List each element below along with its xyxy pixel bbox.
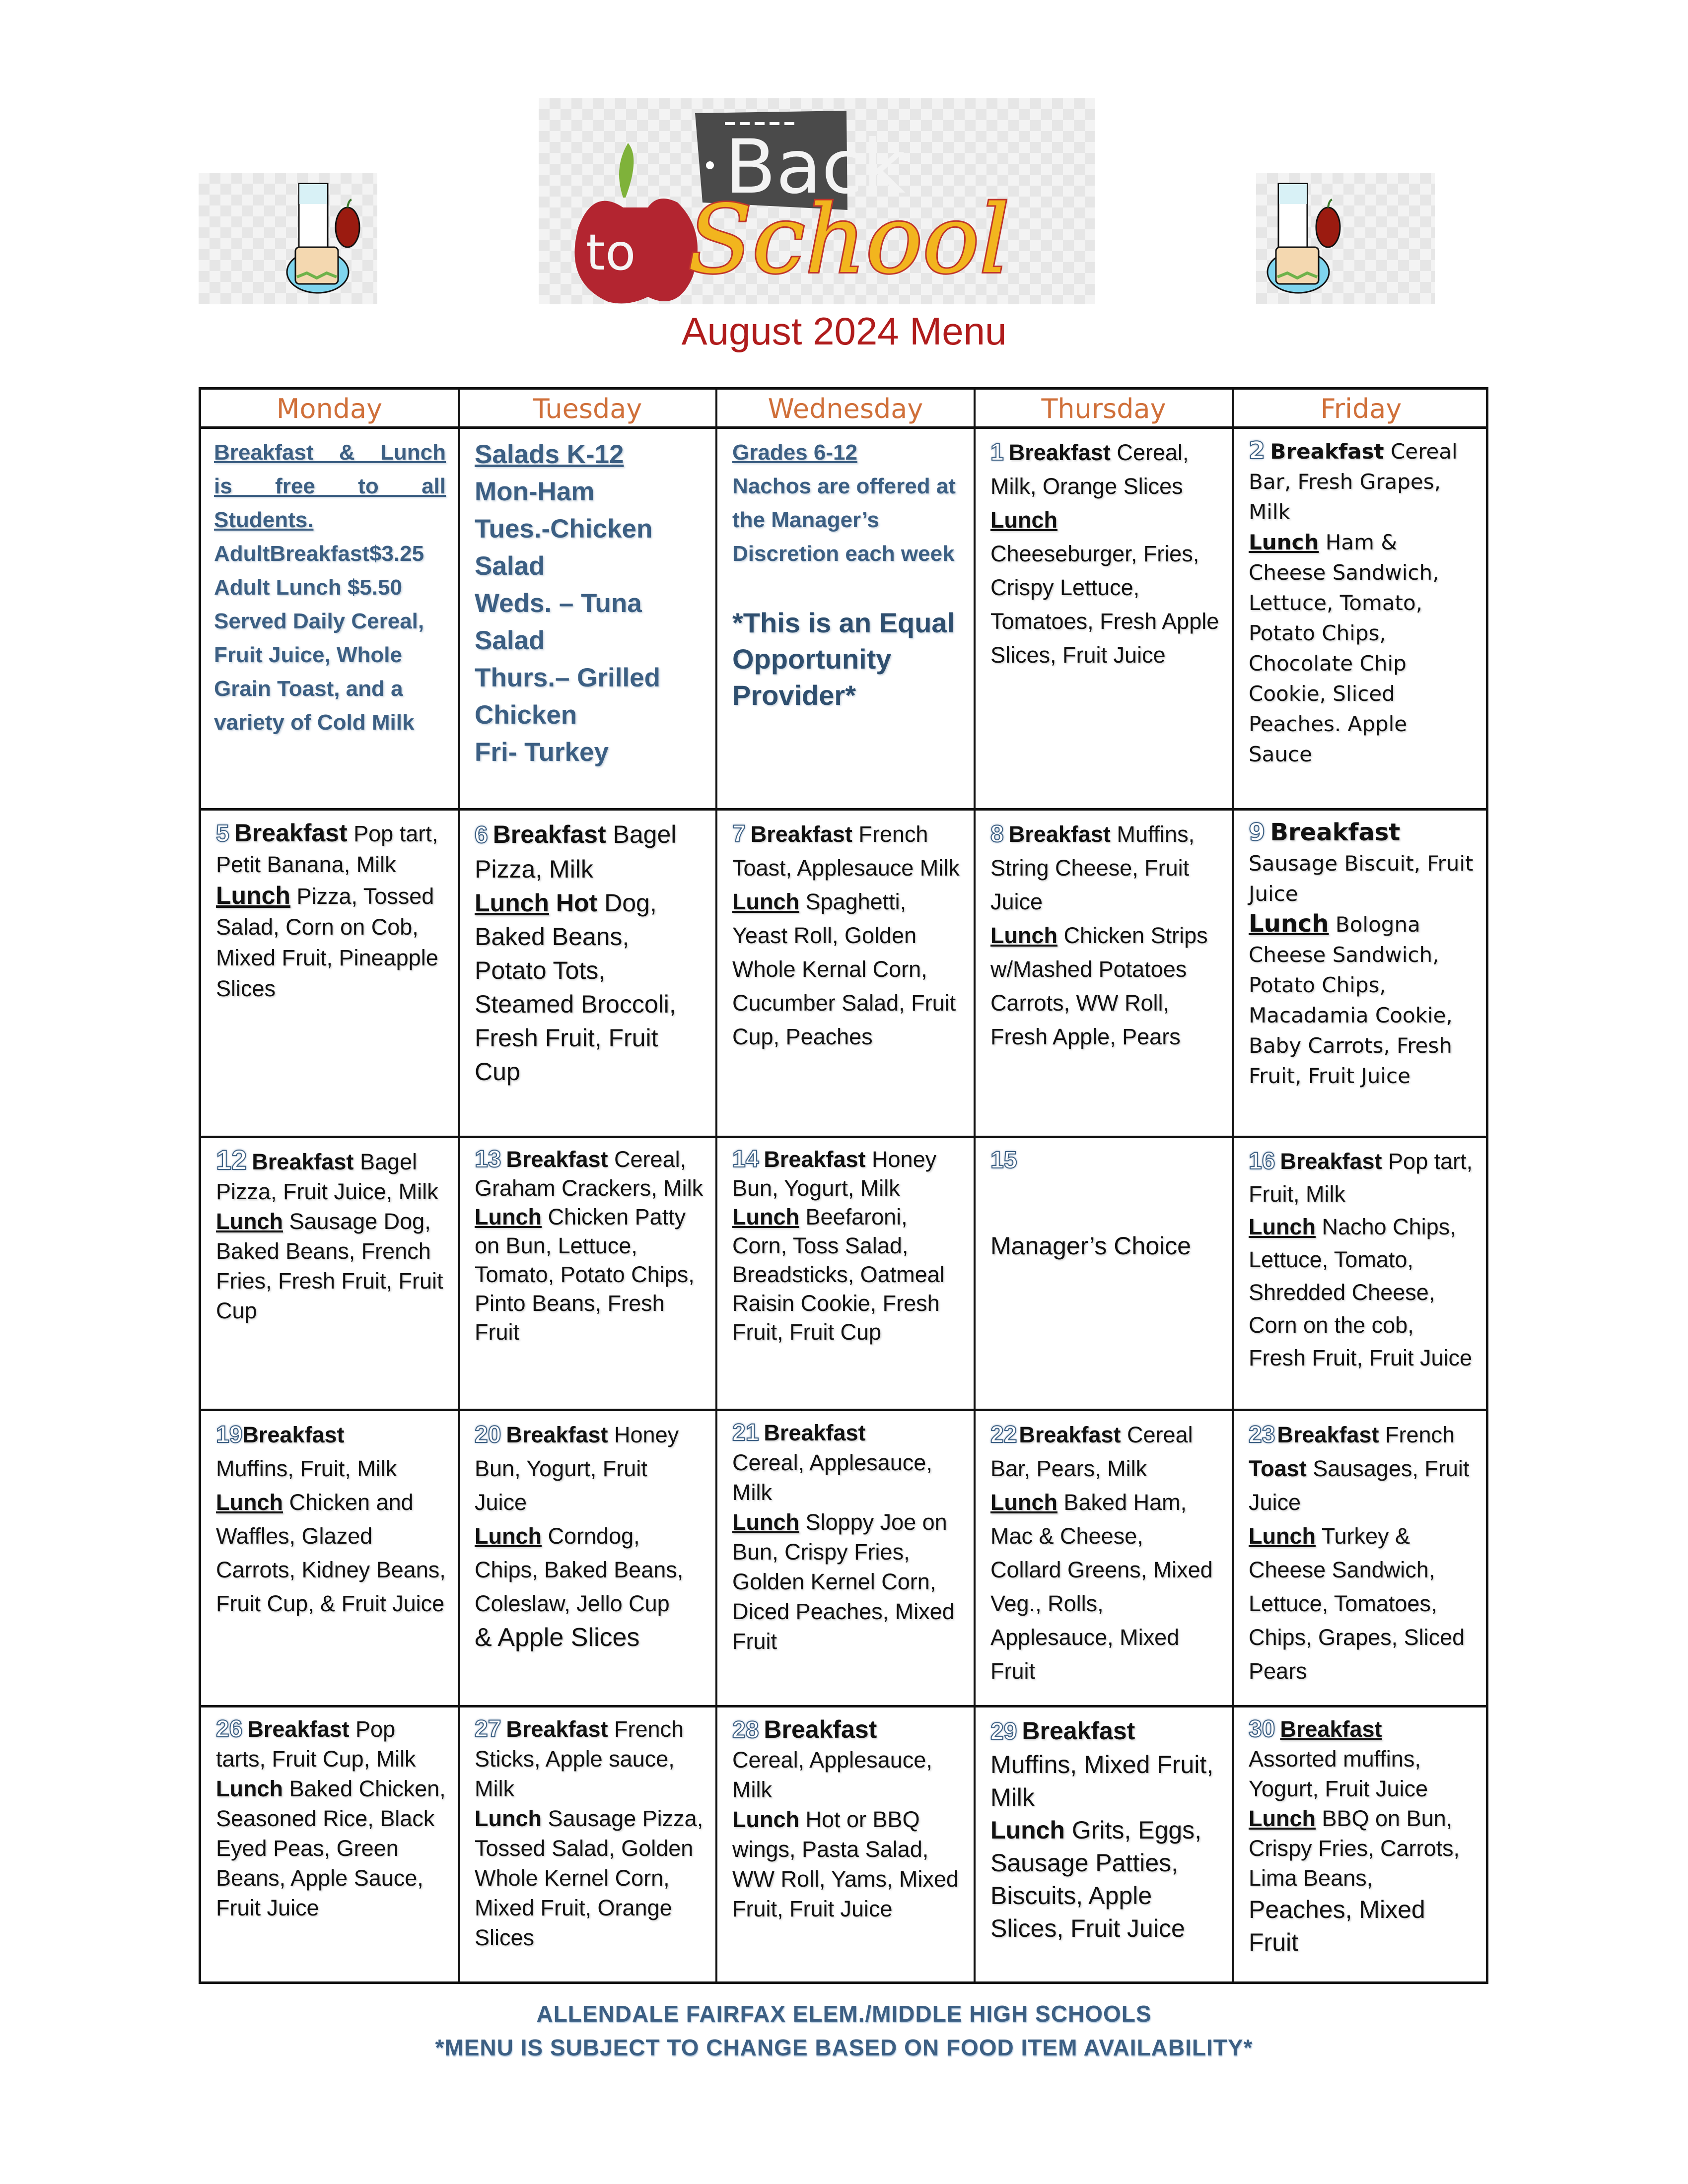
grades-heading: Grades 6-12 xyxy=(732,440,857,465)
salad-line: Mon-Ham xyxy=(475,477,595,506)
day-cell-26 xyxy=(201,1707,458,1984)
date-number: 16 xyxy=(1249,1148,1275,1174)
date-number: 7 xyxy=(732,821,746,847)
free-meals-line: is free to all xyxy=(214,474,446,498)
lunch-items: Baked Chicken, Seasoned Rice, Black Eyed Peas, Green Beans, Apple Sauce, Fruit Juice xyxy=(216,1776,446,1920)
breakfast-items: Pop tarts, Fruit Cup, Milk xyxy=(216,1716,416,1772)
breakfast-items: Honey Bun, Yogurt, Fruit Juice xyxy=(475,1422,679,1515)
lunch-label: Lunch xyxy=(990,1490,1057,1515)
logo-to-text: to xyxy=(586,223,636,281)
lunch-label: Lunch xyxy=(1249,530,1319,554)
salad-line: Tues.-Chicken Salad xyxy=(475,514,653,581)
lunch-label: Lunch xyxy=(475,1806,542,1831)
breakfast-items: Pop tart, Petit Banana, Milk xyxy=(216,821,438,877)
day-cell-8 xyxy=(976,811,1232,1136)
lunch-items: Cheeseburger, Fries, Crispy Lettuce, Tomatoes, Fresh Apple Slices, Fruit Juice xyxy=(990,541,1219,668)
page-title: August 2024 Menu xyxy=(681,309,1007,353)
breakfast-items: French Toast, Applesauce Milk xyxy=(732,821,960,881)
breakfast-label: Breakfast xyxy=(1270,439,1384,464)
day-cell-9 xyxy=(1234,811,1488,1136)
breakfast-label: Breakfast xyxy=(1008,440,1111,465)
breakfast-items: Cereal, Applesauce, Milk xyxy=(732,1747,932,1802)
lunch-items: Beefaroni, Corn, Toss Salad, Breadsticks, Oatmeal Raisin Cookie, Fresh Fruit, Fruit Cup xyxy=(732,1204,945,1345)
lunch-items: Chicken Patty on Bun, Lettuce, Tomato, Potato Chips, Pinto Beans, Fresh Fruit xyxy=(475,1204,695,1345)
lunch-label: Lunch xyxy=(475,1523,542,1549)
lunch-label: Lunch xyxy=(732,1204,799,1229)
served-daily-note: Served Daily Cereal, Fruit Juice, Whole Grain Toast, and a variety of Cold Milk xyxy=(214,609,424,735)
date-number: 6 xyxy=(475,822,488,848)
breakfast-label: Breakfast xyxy=(1008,821,1111,847)
breakfast-label: Breakfast xyxy=(764,1715,877,1743)
breakfast-label: Breakfast xyxy=(492,820,606,848)
lunch-label: Lunch xyxy=(216,882,290,909)
lunch-bold-item: Hot xyxy=(556,889,598,917)
breakfast-label: Breakfast xyxy=(242,1422,345,1447)
lunch-clipart-left xyxy=(199,173,377,304)
breakfast-label: Breakfast xyxy=(1019,1422,1121,1447)
school-name-footer: ALLENDALE FAIRFAX ELEM./MIDDLE HIGH SCHOOLS xyxy=(536,2001,1152,2027)
adult-breakfast-price: AdultBreakfast$3.25 xyxy=(214,542,424,566)
lunch-items: Corndog, Chips, Baked Beans, Coleslaw, Jello Cup xyxy=(475,1523,684,1616)
intro-tuesday-cell xyxy=(460,429,715,808)
lunch-items: Dog, Baked Beans, Potato Tots, Steamed Broccoli, Fresh Fruit, Fruit Cup xyxy=(475,889,676,1086)
day-cell-16 xyxy=(1234,1138,1488,1409)
breakfast-label: Breakfast xyxy=(764,1147,866,1172)
breakfast-label: Breakfast xyxy=(506,1147,608,1172)
milk-sandwich-apple-icon xyxy=(199,173,377,304)
day-cell-12 xyxy=(201,1138,458,1409)
day-cell-28 xyxy=(717,1707,974,1984)
lunch-items: Pizza, Tossed Salad, Corn on Cob, Mixed Fruit, Pineapple Slices xyxy=(216,884,438,1001)
day-header-wednesday: Wednesday xyxy=(768,393,923,424)
day-cell-14 xyxy=(717,1138,974,1409)
date-number: 15 xyxy=(990,1147,1017,1173)
back-to-school-logo xyxy=(539,98,1095,304)
lunch-label: Lunch xyxy=(732,1807,799,1832)
lunch-items: Ham & Cheese Sandwich, Lettuce, Tomato, Potato Chips, Chocolate Chip Cookie, Sliced Peaches. Apple Sauce xyxy=(1249,530,1439,766)
date-number: 13 xyxy=(475,1146,501,1172)
free-meals-line: Breakfast & Lunch xyxy=(214,440,446,465)
lunch-items: Baked Ham, Mac & Cheese, Collard Greens, Mixed Veg., Rolls, Applesauce, Mixed Fruit xyxy=(990,1490,1213,1684)
day-cell-19 xyxy=(201,1411,458,1705)
lunch-label: Lunch xyxy=(1249,1806,1316,1831)
day-cell-20 xyxy=(460,1411,715,1705)
breakfast-items: Bagel Pizza, Fruit Juice, Milk xyxy=(216,1149,438,1204)
date-number: 28 xyxy=(732,1717,759,1743)
day-cell-7 xyxy=(717,811,974,1136)
lunch-items: Grits, Eggs, Sausage Patties, Biscuits, Apple Slices, Fruit Juice xyxy=(990,1816,1202,1942)
breakfast-label: Breakfast xyxy=(1280,1716,1382,1742)
day-cell-1 xyxy=(976,429,1232,808)
day-cell-2 xyxy=(1234,429,1488,808)
managers-choice-note: Manager’s Choice xyxy=(990,1232,1191,1260)
lunch-label: Lunch xyxy=(732,1509,799,1535)
breakfast-items: Sausages, Fruit Juice xyxy=(1249,1456,1470,1515)
lunch-label: Lunch xyxy=(475,889,549,917)
breakfast-items: Cereal, Graham Crackers, Milk xyxy=(475,1147,703,1201)
day-cell-15 xyxy=(976,1138,1232,1409)
breakfast-items: Sausage Biscuit, Fruit Juice xyxy=(1249,851,1474,906)
day-header-thursday: Thursday xyxy=(1041,393,1166,424)
date-number: 14 xyxy=(732,1146,759,1172)
logo-back-text: Back xyxy=(725,124,906,210)
breakfast-bold-item: Toast xyxy=(1249,1456,1307,1481)
equal-opportunity-note: *This is an Equal Opportunity Provider* xyxy=(732,607,955,711)
lunch-label: Lunch xyxy=(990,1816,1065,1844)
lunch-items: Turkey & Cheese Sandwich, Lettuce, Tomatoes, Chips, Grapes, Sliced Pears xyxy=(1249,1523,1465,1684)
day-header-friday: Friday xyxy=(1320,393,1402,424)
breakfast-items: French Sticks, Apple sauce, Milk xyxy=(475,1716,684,1801)
date-number: 20 xyxy=(475,1422,501,1448)
intro-wednesday-cell xyxy=(717,429,974,808)
breakfast-label: Breakfast xyxy=(1277,1422,1379,1447)
lunch-items: Nacho Chips, Lettuce, Tomato, Shredded Cheese, Corn on the cob, Fresh Fruit, Fruit Juice xyxy=(1249,1214,1473,1370)
day-cell-21 xyxy=(717,1411,974,1705)
breakfast-label: Breakfast xyxy=(750,821,852,847)
day-cell-27 xyxy=(460,1707,715,1984)
day-cell-13 xyxy=(460,1138,715,1409)
breakfast-items: Muffins, Mixed Fruit, Milk xyxy=(990,1751,1214,1811)
breakfast-label: Breakfast xyxy=(234,819,348,847)
day-cell-23 xyxy=(1234,1411,1488,1705)
day-cell-30 xyxy=(1234,1707,1488,1984)
breakfast-items: Cereal, Milk, Orange Slices xyxy=(990,440,1189,499)
lunch-items: Sausage Pizza, Tossed Salad, Golden Whole Kernel Corn, Mixed Fruit, Orange Slices xyxy=(475,1806,703,1950)
breakfast-items: Muffins, Fruit, Milk xyxy=(216,1456,397,1481)
breakfast-label: Breakfast xyxy=(506,1716,608,1742)
date-number: 1 xyxy=(990,439,1004,466)
date-number: 30 xyxy=(1249,1716,1275,1742)
lunch-label: Lunch xyxy=(1249,1214,1316,1239)
breakfast-items: Cereal Bar, Fresh Grapes, Milk xyxy=(1249,439,1458,524)
milk-sandwich-apple-icon xyxy=(1256,173,1435,304)
lunch-items: Chicken and Waffles, Glazed Carrots, Kidney Beans, Fruit Cup, & Fruit Juice xyxy=(216,1490,446,1616)
intro-monday-cell xyxy=(201,429,458,808)
lunch-label: Lunch xyxy=(1249,910,1329,938)
breakfast-items: Muffins, String Cheese, Fruit Juice xyxy=(990,821,1195,914)
lunch-items-tail: & Apple Slices xyxy=(475,1623,640,1652)
breakfast-items: French xyxy=(1385,1422,1455,1447)
breakfast-items: Cereal, Applesauce, Milk xyxy=(732,1450,932,1505)
breakfast-label: Breakfast xyxy=(506,1422,608,1447)
lunch-items: Chicken Strips w/Mashed Potatoes Carrots, WW Roll, Fresh Apple, Pears xyxy=(990,923,1208,1049)
lunch-items: Hot or BBQ wings, Pasta Salad, WW Roll, Yams, Mixed Fruit, Fruit Juice xyxy=(732,1807,959,1921)
menu-calendar-table xyxy=(199,387,1488,1984)
breakfast-items: Bagel Pizza, Milk xyxy=(475,820,677,883)
lunch-label: Lunch xyxy=(475,1204,542,1229)
lunch-label: Lunch xyxy=(216,1490,283,1515)
day-header-tuesday: Tuesday xyxy=(533,393,642,424)
date-number: 26 xyxy=(216,1716,243,1742)
lunch-label: Lunch xyxy=(732,889,799,914)
back-to-school-art xyxy=(539,98,1095,304)
lunch-items-tail: Peaches, Mixed Fruit xyxy=(1249,1896,1425,1956)
date-number: 27 xyxy=(475,1716,501,1742)
adult-lunch-price: Adult Lunch $5.50 xyxy=(214,575,402,600)
lunch-label: Lunch xyxy=(216,1776,283,1801)
date-number: 2 xyxy=(1249,437,1266,465)
breakfast-label: Breakfast xyxy=(1022,1717,1135,1745)
day-cell-5 xyxy=(201,811,458,1136)
breakfast-items: Honey Bun, Yogurt, Milk xyxy=(732,1147,937,1201)
salad-line: Thurs.– Grilled Chicken xyxy=(475,663,661,730)
day-header-monday: Monday xyxy=(276,393,383,424)
date-number: 21 xyxy=(732,1420,759,1446)
menu-disclaimer-footer: *MENU IS SUBJECT TO CHANGE BASED ON FOOD ITEM AVAILABILITY* xyxy=(435,2035,1253,2060)
lunch-clipart-right xyxy=(1256,173,1435,304)
date-number: 22 xyxy=(990,1422,1017,1448)
logo-school-text: School xyxy=(688,185,1010,294)
lunch-label: Lunch xyxy=(990,507,1057,533)
salad-line: Weds. – Tuna Salad xyxy=(475,589,642,655)
breakfast-label: Breakfast xyxy=(1280,1149,1382,1174)
date-number: 9 xyxy=(1249,819,1266,846)
lunch-label: Lunch xyxy=(990,923,1057,948)
day-cell-29 xyxy=(976,1707,1232,1984)
breakfast-items: Assorted muffins, Yogurt, Fruit Juice xyxy=(1249,1746,1428,1801)
breakfast-label: Breakfast xyxy=(247,1716,350,1742)
date-number: 29 xyxy=(990,1718,1017,1745)
lunch-items: Sloppy Joe on Bun, Crispy Fries, Golden Kernel Corn, Diced Peaches, Mixed Fruit xyxy=(732,1509,955,1654)
free-meals-line: Students. xyxy=(214,508,314,532)
date-number: 12 xyxy=(216,1144,247,1175)
breakfast-label: Breakfast xyxy=(764,1420,866,1445)
nachos-note: Nachos are offered at the Manager’s Discretion each week xyxy=(732,474,956,566)
lunch-items: Bologna Cheese Sandwich, Potato Chips, Macadamia Cookie, Baby Carrots, Fresh Fruit, Fruit Juice xyxy=(1249,912,1453,1088)
salad-line: Fri- Turkey xyxy=(475,738,609,767)
date-number: 19 xyxy=(216,1422,243,1448)
date-number: 8 xyxy=(990,821,1004,847)
breakfast-items: Pop tart, Fruit, Milk xyxy=(1249,1149,1473,1207)
date-number: 5 xyxy=(216,820,229,847)
salads-heading: Salads K-12 xyxy=(475,440,624,469)
lunch-items: Spaghetti, Yeast Roll, Golden Whole Kernal Corn, Cucumber Salad, Fruit Cup, Peaches xyxy=(732,889,956,1049)
lunch-items: Sausage Dog, Baked Beans, French Fries, Fresh Fruit, Fruit Cup xyxy=(216,1209,443,1323)
lunch-label: Lunch xyxy=(1249,1523,1316,1549)
date-number: 23 xyxy=(1249,1422,1275,1448)
lunch-items: BBQ on Bun, Crispy Fries, Carrots, Lima Beans, xyxy=(1249,1806,1460,1891)
breakfast-label: Breakfast xyxy=(252,1149,354,1174)
lunch-label: Lunch xyxy=(216,1209,283,1234)
breakfast-label: Breakfast xyxy=(1270,819,1401,846)
breakfast-items: Cereal Bar, Pears, Milk xyxy=(990,1422,1193,1481)
day-cell-22 xyxy=(976,1411,1232,1705)
day-cell-6 xyxy=(460,811,715,1136)
